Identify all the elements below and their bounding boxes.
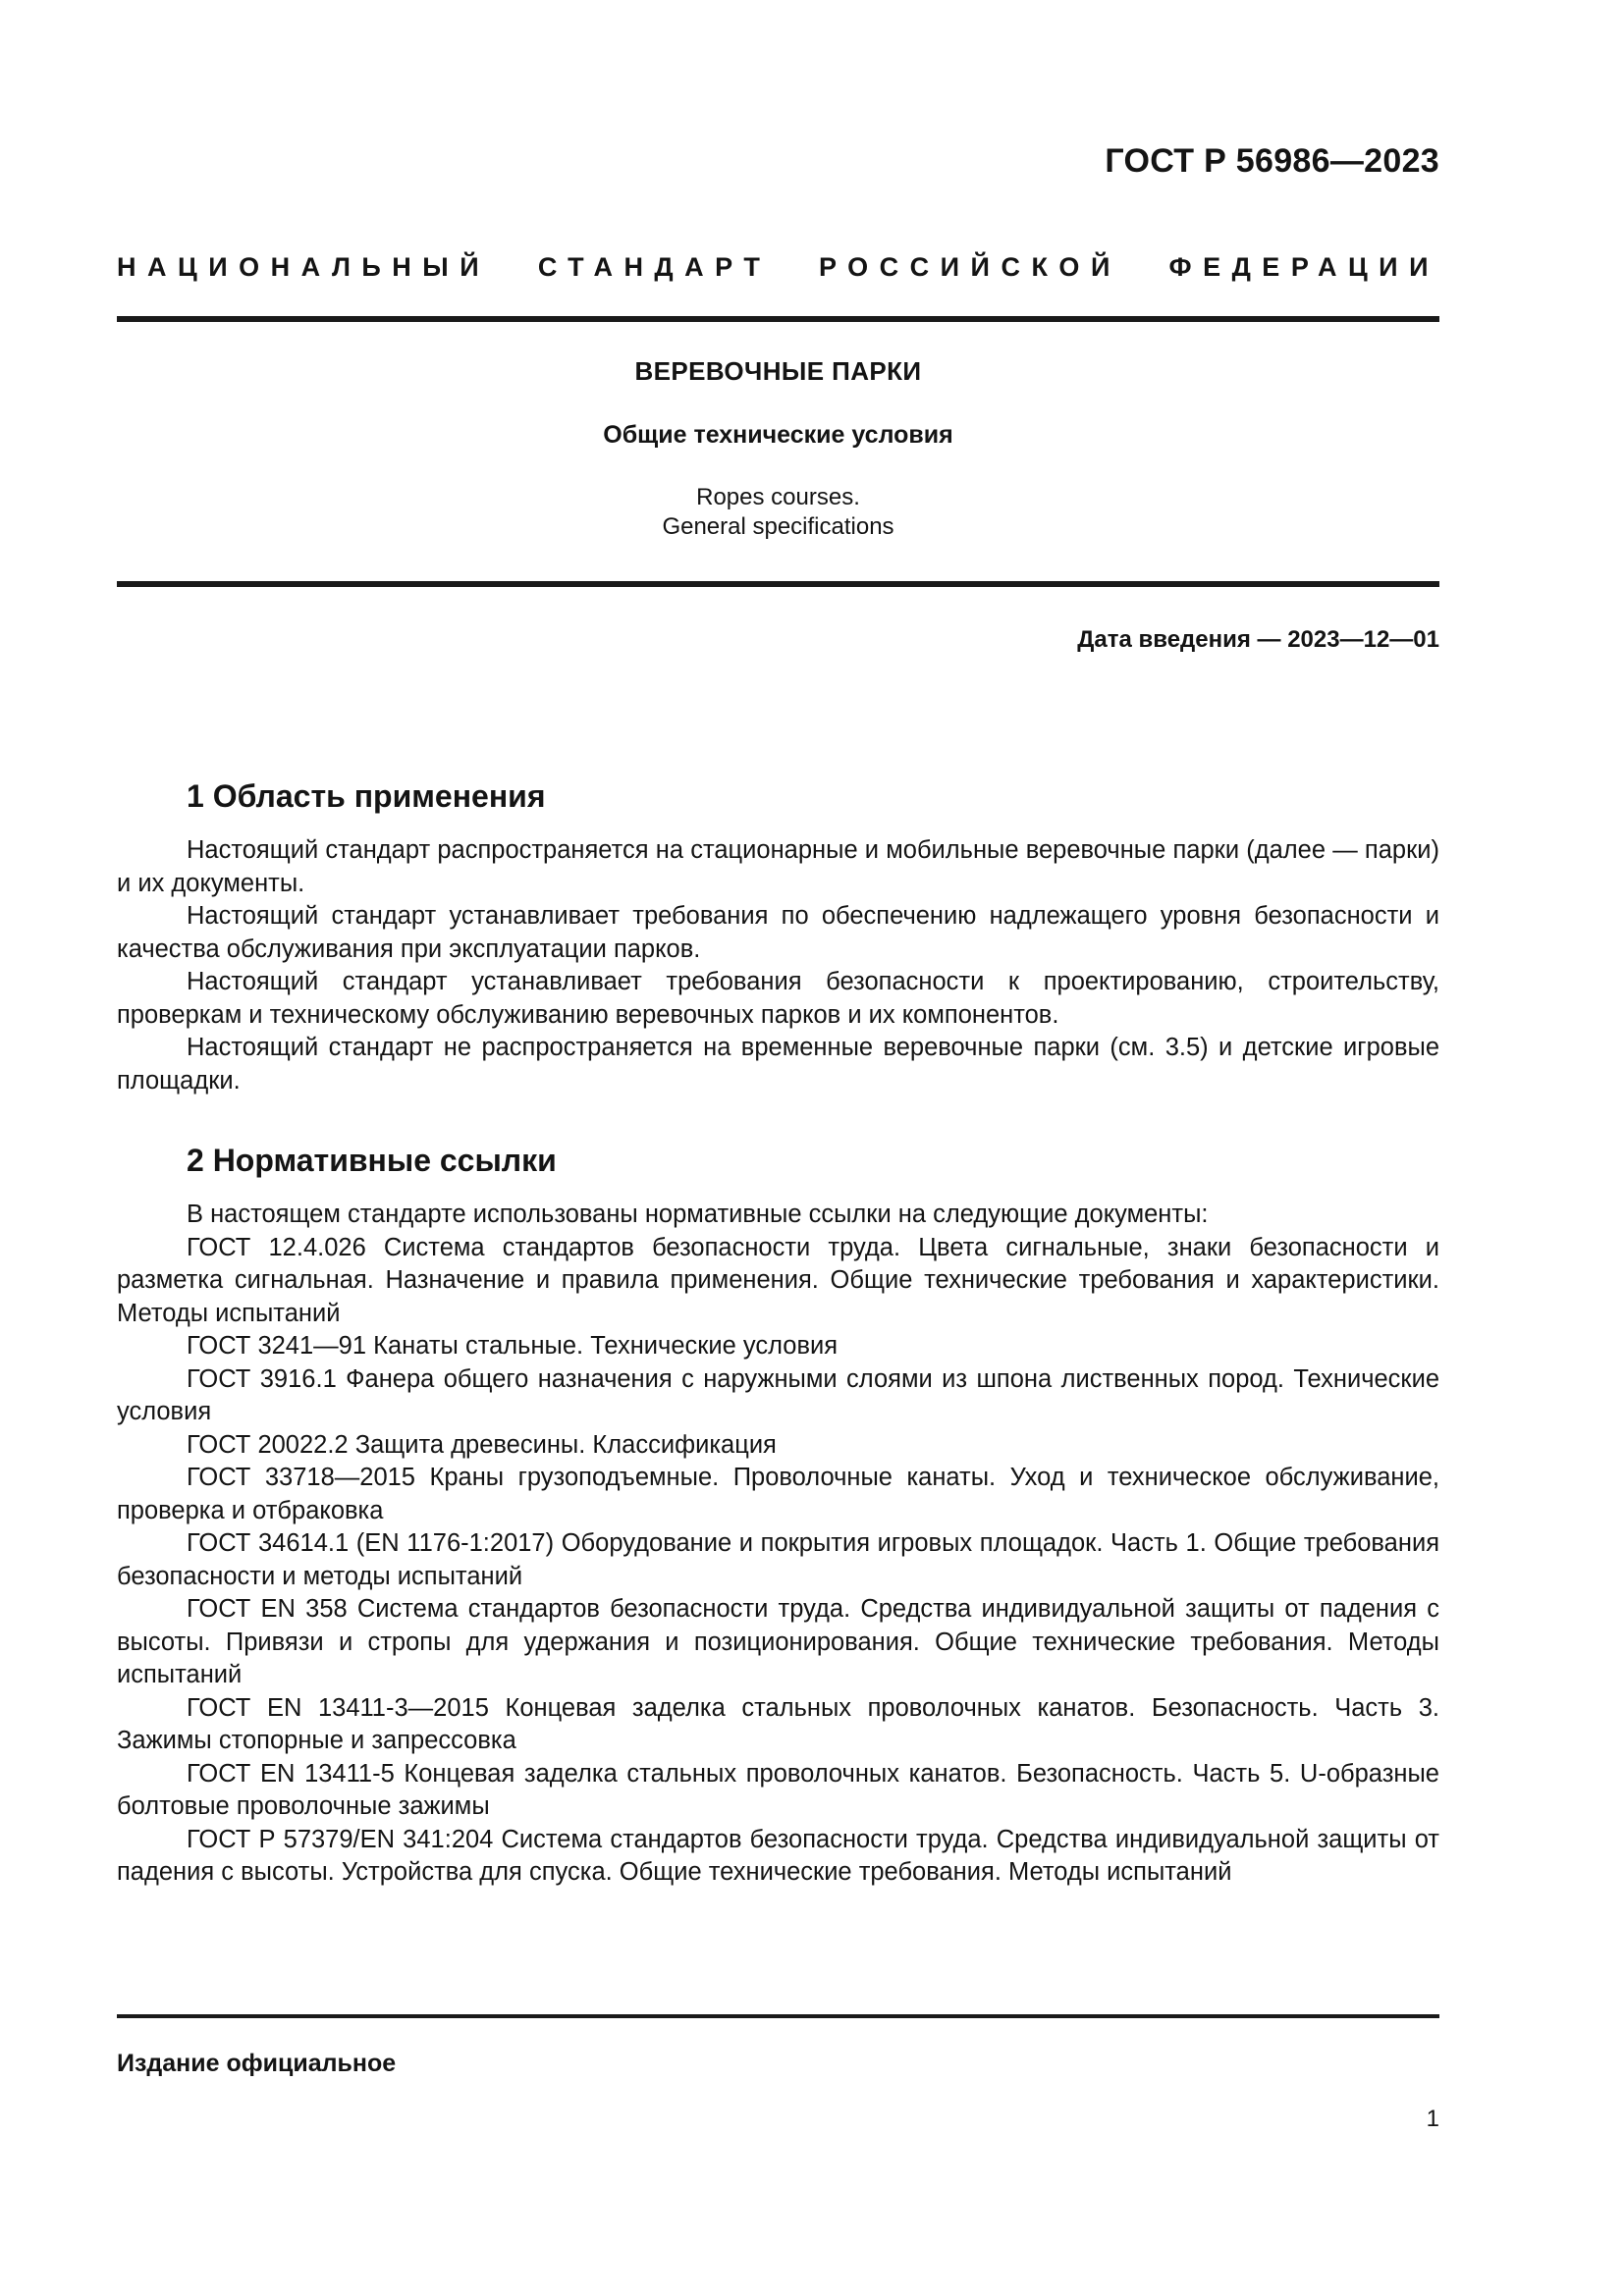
normative-reference-item: ГОСТ EN 13411-3—2015 Концевая заделка стальных проволочных канатов. Безопасность. Часть 3. Зажимы стопорные и запрессовка bbox=[117, 1693, 1439, 1754]
title-block-divider bbox=[117, 581, 1439, 587]
document-subtitle: Общие технические условия bbox=[603, 421, 953, 449]
section-1-paragraph: Настоящий стандарт распространяется на стационарные и мобильные веревочные парки (далее — парки) и их документы. bbox=[117, 836, 1439, 897]
official-edition-label: Издание официальное bbox=[117, 2050, 397, 2077]
section-2-body bbox=[117, 1199, 1439, 1890]
standard-code: ГОСТ Р 56986—2023 bbox=[1105, 142, 1439, 180]
introduction-date: Дата введения — 2023—12—01 bbox=[1077, 626, 1439, 653]
section-1-heading: 1 Область применения bbox=[187, 778, 546, 814]
section-1-paragraph: Настоящий стандарт устанавливает требования безопасности к проектированию, строительству, проверкам и техническому обслуживанию веревочных парков и их компонентов. bbox=[117, 968, 1439, 1029]
english-title-line-2: General specifications bbox=[662, 513, 894, 540]
page-number: 1 bbox=[1426, 2106, 1439, 2132]
document-title: ВЕРЕВОЧНЫЕ ПАРКИ bbox=[634, 356, 922, 386]
english-title-line-1: Ropes courses. bbox=[696, 484, 860, 510]
normative-reference-intro: В настоящем стандарте использованы нормативные ссылки на следующие документы: bbox=[187, 1201, 1209, 1228]
top-divider bbox=[117, 316, 1439, 322]
normative-reference-item: ГОСТ 33718—2015 Краны грузоподъемные. Проволочные канаты. Уход и техническое обслуживание, проверка и отбраковка bbox=[117, 1464, 1439, 1524]
national-standard-banner: НАЦИОНАЛЬНЫЙ СТАНДАРТ РОССИЙСКОЙ ФЕДЕРАЦИИ bbox=[117, 252, 1439, 282]
footer-divider bbox=[117, 2014, 1439, 2018]
normative-reference-item: ГОСТ 12.4.026 Система стандартов безопасности труда. Цвета сигнальные, знаки безопасности и разметка сигнальная. Назначение и правила применения. Общие технические требования и характеристики. Методы испытаний bbox=[117, 1233, 1439, 1327]
normative-reference-item: ГОСТ 3916.1 Фанера общего назначения с наружными слоями из шпона лиственных пород. Технические условия bbox=[117, 1364, 1439, 1425]
section-2-heading: 2 Нормативные ссылки bbox=[187, 1143, 557, 1178]
normative-reference-item: ГОСТ 34614.1 (EN 1176-1:2017) Оборудование и покрытия игровых площадок. Часть 1. Общие требования безопасности и методы испытаний bbox=[117, 1529, 1439, 1590]
normative-reference-item: ГОСТ 3241—91 Канаты стальные. Технические условия bbox=[187, 1332, 839, 1360]
section-1-paragraph: Настоящий стандарт не распространяется на временные веревочные парки (см. 3.5) и детские игровые площадки. bbox=[117, 1034, 1439, 1095]
normative-reference-item: ГОСТ EN 13411-5 Концевая заделка стальных проволочных канатов. Безопасность. Часть 5. U-образные болтовые проволочные зажимы bbox=[117, 1759, 1439, 1820]
section-1-paragraph: Настоящий стандарт устанавливает требования по обеспечению надлежащего уровня безопасности и качества обслуживания при эксплуатации парков. bbox=[117, 902, 1439, 963]
section-1-body bbox=[117, 834, 1439, 1097]
normative-reference-item: ГОСТ 20022.2 Защита древесины. Классификация bbox=[187, 1430, 777, 1459]
normative-reference-item: ГОСТ EN 358 Система стандартов безопасности труда. Средства индивидуальной защиты от падения с высоты. Привязи и стропы для удержания и позиционирования. Общие технические требования. Методы испытаний bbox=[117, 1595, 1439, 1688]
normative-reference-item: ГОСТ Р 57379/EN 341:204 Система стандартов безопасности труда. Средства индивидуальной защиты от падения с высоты. Устройства для спуска. Общие технические требования. Методы испытаний bbox=[117, 1825, 1439, 1886]
